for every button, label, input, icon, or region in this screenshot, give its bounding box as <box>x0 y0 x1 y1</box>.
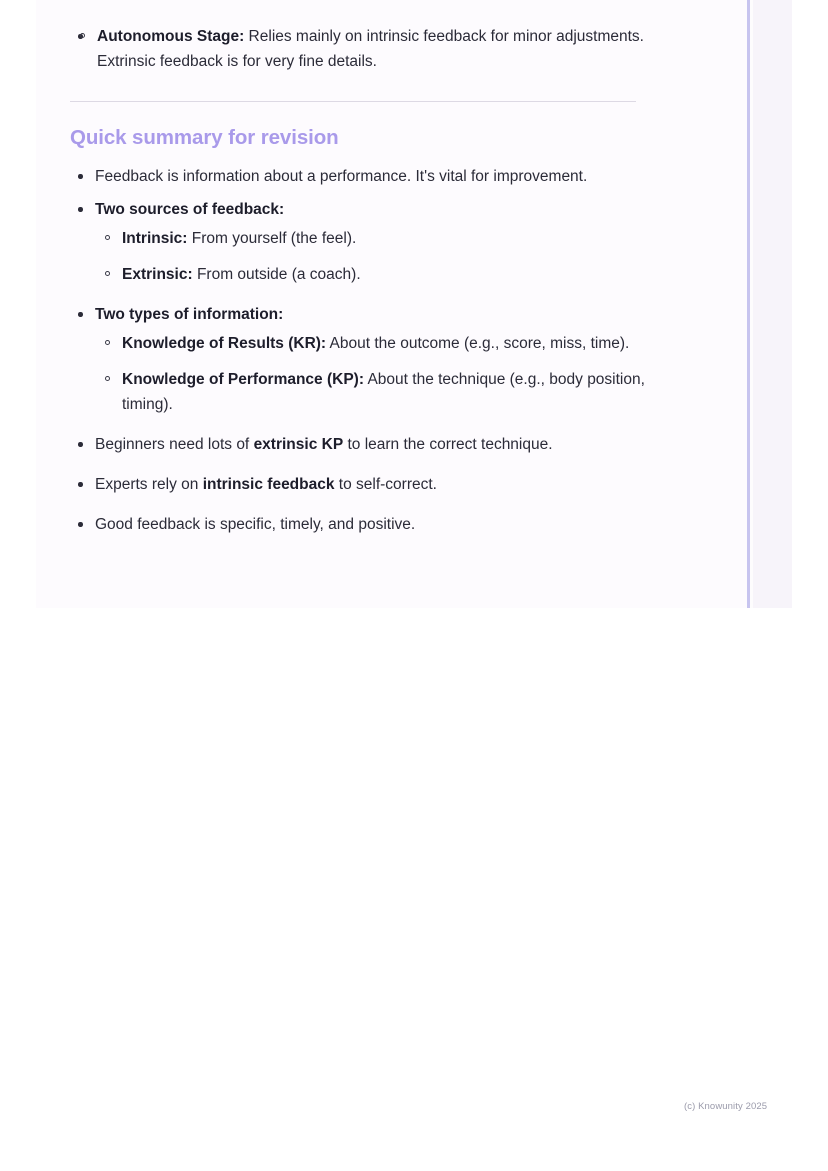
list-item-label: Two types of information: <box>95 306 284 323</box>
list-item-label: Autonomous Stage: <box>97 28 245 45</box>
footer-credit: (c) Knowunity 2025 <box>684 1101 768 1112</box>
list-item-label: Knowledge of Results (KR): <box>122 335 327 352</box>
list-item-text-tail: to learn the correct technique. <box>343 436 553 453</box>
list-item-text-tail: to self-correct. <box>334 476 437 493</box>
continued-list-wrapper <box>70 24 680 74</box>
sublist <box>95 226 680 287</box>
sublist <box>95 331 680 417</box>
list-item <box>70 197 680 287</box>
list-item-text: Beginners need lots of <box>95 436 254 453</box>
continued-bullet-block <box>70 24 680 74</box>
list-item-emphasis: extrinsic KP <box>253 436 344 453</box>
summary-list <box>70 164 680 537</box>
list-item <box>70 24 680 74</box>
list-item-label: Two sources of feedback: <box>95 201 285 218</box>
list-item <box>70 512 680 537</box>
section-divider <box>70 101 636 102</box>
list-item <box>70 472 680 497</box>
document-page <box>36 0 792 608</box>
list-item-label: Knowledge of Performance (KP): <box>122 371 364 388</box>
list-item-text: From outside (a coach). <box>192 266 361 283</box>
list-item-label: Intrinsic: <box>122 230 188 247</box>
list-item <box>70 302 680 417</box>
list-item-text: Experts rely on <box>95 476 203 493</box>
list-item <box>95 226 680 251</box>
document-content <box>70 24 680 552</box>
section-heading: Quick summary for revision <box>70 126 339 149</box>
list-item-emphasis: intrinsic feedback <box>202 476 335 493</box>
list-item <box>95 331 680 356</box>
list-item-text: Relies mainly on intrinsic feedback for minor adjustments. Extrinsic feedback is for very fine details. <box>97 28 644 70</box>
page-right-margin <box>753 0 792 608</box>
continued-list <box>70 24 680 74</box>
list-item-text: About the technique (e.g., body position, timing). <box>122 371 645 413</box>
list-item-text: Feedback is information about a performance. It's vital for improvement. <box>95 168 588 185</box>
list-item <box>70 432 680 457</box>
list-item-text: About the outcome (e.g., score, miss, time). <box>326 335 630 352</box>
list-item-label: Extrinsic: <box>122 266 193 283</box>
continued-sublist <box>70 24 680 74</box>
list-item-text: Good feedback is specific, timely, and positive. <box>95 516 416 533</box>
list-item-text: From yourself (the feel). <box>187 230 357 247</box>
list-item <box>95 262 680 287</box>
list-item <box>70 164 680 189</box>
list-item <box>95 367 680 417</box>
